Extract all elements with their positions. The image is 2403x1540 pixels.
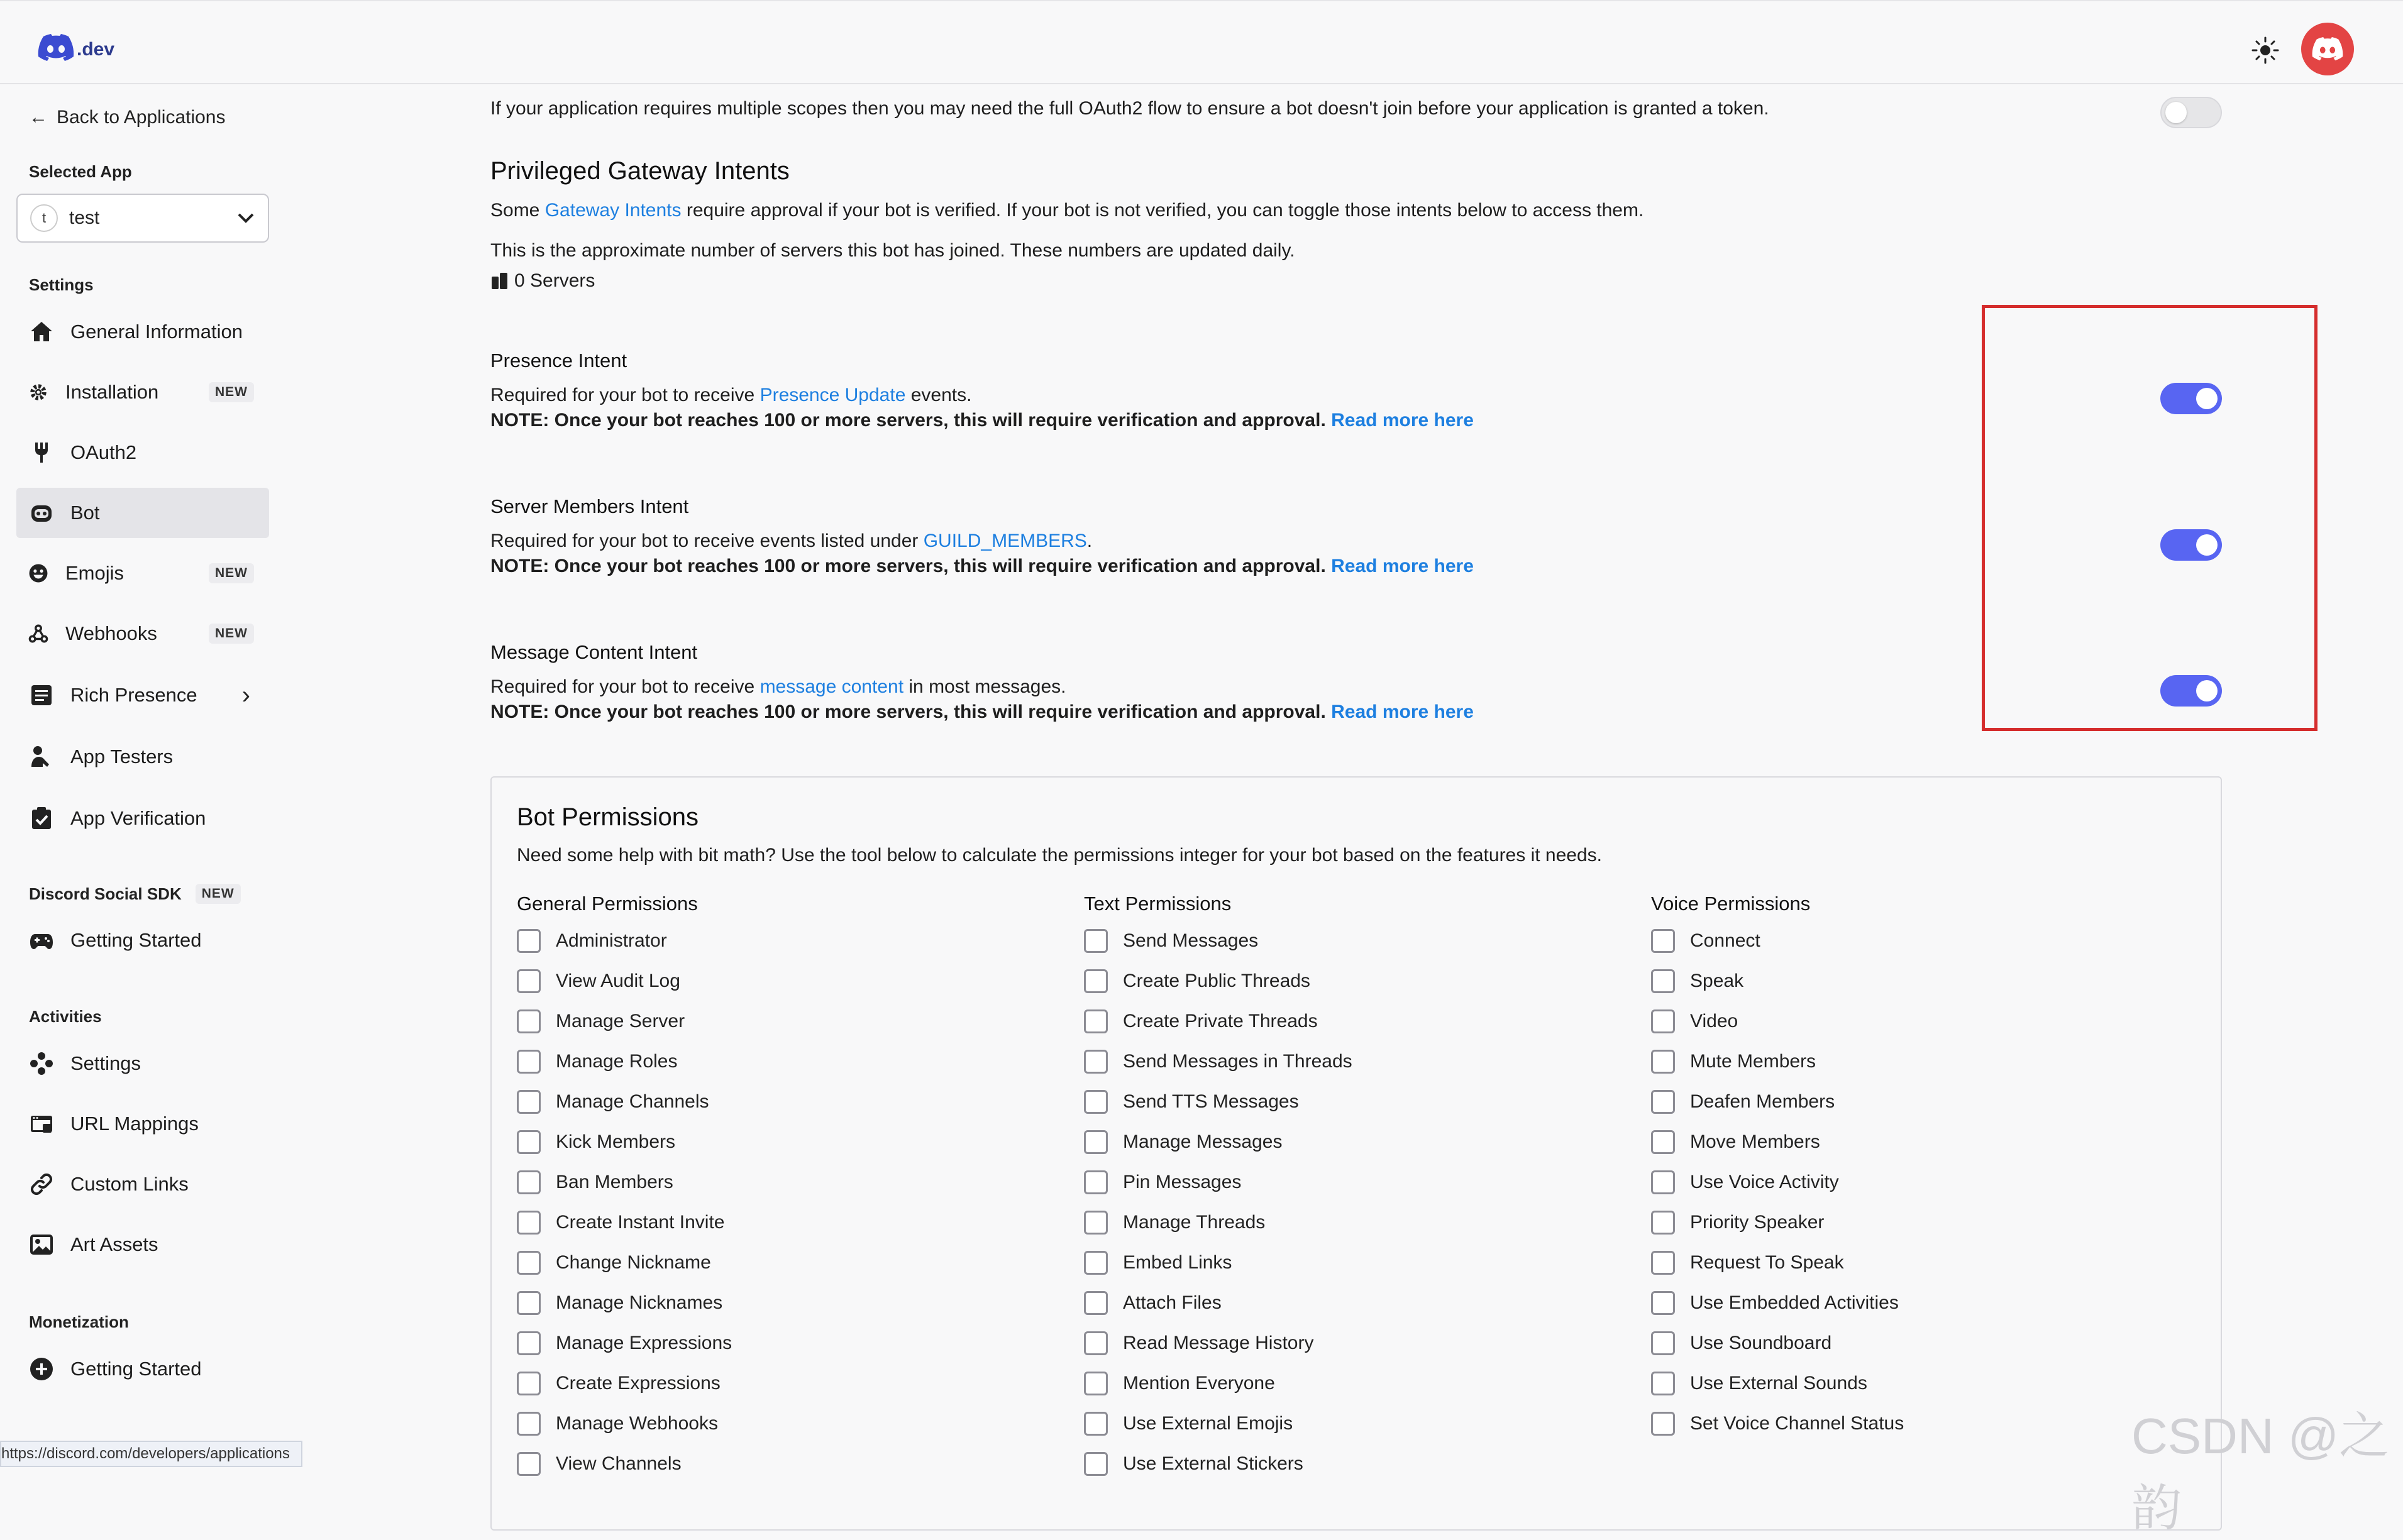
selected-app-dropdown[interactable] [16,194,269,243]
permissions-column-title: Text Permissions [1084,893,1232,915]
permission-label: Use External Emojis [1123,1413,1293,1434]
intents-title: Privileged Gateway Intents [490,157,790,185]
sidebar-item-activities-settings[interactable]: Settings [16,1038,269,1089]
require-oauth2-toggle[interactable] [2160,97,2222,128]
checkbox[interactable] [517,1412,541,1436]
permission-checkbox-row[interactable] [1651,969,1743,993]
permission-checkbox-row[interactable] [517,1009,685,1033]
message-content-intent-title: Message Content Intent [490,641,698,663]
checkbox[interactable] [1084,1170,1108,1194]
checkbox[interactable] [517,1372,541,1395]
permission-checkbox-row[interactable] [517,1130,675,1154]
highlight-box [1982,305,2317,731]
app-name: test [69,207,100,228]
clipboard-check-icon [29,806,54,831]
permission-checkbox-row[interactable] [1084,1331,1313,1355]
monetization-label: Monetization [29,1312,129,1331]
checkbox[interactable] [517,1331,541,1355]
permission-checkbox-row[interactable] [517,969,680,993]
permission-label: Deafen Members [1690,1091,1835,1112]
permission-checkbox-row[interactable] [1651,1372,1867,1395]
message-content-intent-desc: Required for your bot to receive message content in most messages. [490,676,1066,697]
oauth-note: If your application requires multiple scopes then you may need the full OAuth2 flow to ensure a bot doesn't join before your application is granted a token. [490,98,1769,119]
server-members-intent-note: NOTE: Once your bot reaches 100 or more servers, this will require verification and approval. Read more here [490,556,1474,576]
permission-checkbox-row[interactable] [517,1050,677,1074]
checkbox[interactable] [1084,1009,1108,1033]
smile-icon [28,561,49,586]
read-more-link[interactable]: Read more here [1331,701,1474,722]
checkbox[interactable] [517,1291,541,1315]
permission-checkbox-row[interactable] [1084,1130,1282,1154]
checkbox[interactable] [1084,1372,1108,1395]
gamepad-icon [29,928,54,953]
new-badge: NEW [209,624,254,644]
permission-checkbox-row[interactable] [517,1090,709,1114]
top-bar [0,0,2403,84]
permission-checkbox-row[interactable] [1084,1170,1241,1194]
intents-description: Some Gateway Intents require approval if your bot is verified. If your bot is not verified, you can toggle those intents below to access them. [490,200,1644,221]
checkbox[interactable] [1651,1170,1675,1194]
checkbox[interactable] [517,1009,541,1033]
checkbox[interactable] [1084,1050,1108,1074]
checkbox[interactable] [1084,1331,1108,1355]
sidebar-item-app-testers[interactable]: App Testers [16,732,269,782]
sidebar-item-bot[interactable]: Bot [16,488,269,538]
new-badge: NEW [209,382,254,402]
permission-label: Manage Nicknames [556,1292,723,1313]
checkbox[interactable] [517,1050,541,1074]
gear-icon [28,380,49,405]
permission-label: Priority Speaker [1690,1212,1825,1233]
checkbox[interactable] [1084,1090,1108,1114]
theme-toggle-button[interactable] [2251,36,2280,65]
permission-checkbox-row[interactable] [1651,1009,1738,1033]
permission-checkbox-row[interactable] [1651,929,1760,953]
permission-checkbox-row[interactable] [1651,1291,1899,1315]
checkbox[interactable] [1084,929,1108,953]
permission-checkbox-row[interactable] [1084,1452,1303,1476]
permission-label: View Audit Log [556,971,680,991]
settings-label: Settings [29,275,94,294]
permission-label: Set Voice Channel Status [1690,1413,1904,1434]
sidebar-item-sdk-getting-started[interactable]: Getting Started [16,915,269,965]
user-avatar[interactable] [2301,23,2354,75]
permission-checkbox-row[interactable] [517,1211,724,1235]
permission-checkbox-row[interactable] [1651,1090,1835,1114]
checkbox[interactable] [1651,1050,1675,1074]
selected-app-label: Selected App [29,162,132,181]
checkbox[interactable] [1651,1291,1675,1315]
sidebar-item-general-information[interactable]: General Information [16,307,269,357]
sidebar-item-app-verification[interactable]: App Verification [16,793,269,844]
permission-label: Ban Members [556,1172,673,1192]
permission-checkbox-row[interactable] [517,1291,722,1315]
sidebar-item-emojis[interactable]: Emojis NEW [16,548,269,598]
permission-label: Pin Messages [1123,1172,1242,1192]
permission-checkbox-row[interactable] [1651,1331,1831,1355]
permission-label: Video [1690,1011,1738,1031]
presence-intent-note: NOTE: Once your bot reaches 100 or more servers, this will require verification and approval. Read more here [490,410,1474,431]
message-content-link[interactable]: message content [760,676,904,697]
discord-icon [2312,36,2343,62]
checkbox[interactable] [1651,929,1675,953]
permission-checkbox-row[interactable] [1084,1372,1275,1395]
read-more-link[interactable]: Read more here [1331,410,1474,431]
discord-icon [38,34,74,62]
checkbox[interactable] [1651,1251,1675,1275]
permission-label: Manage Expressions [556,1333,732,1353]
permission-checkbox-row[interactable] [1084,1090,1299,1114]
permission-label: View Channels [556,1453,682,1474]
presence-intent-desc: Required for your bot to receive Presence Update events. [490,385,972,405]
permission-checkbox-row[interactable] [1651,1050,1816,1074]
browser-icon [29,1111,54,1136]
checkbox[interactable] [1651,1331,1675,1355]
bot-permissions-card [490,776,2222,1531]
permission-label: Kick Members [556,1131,676,1152]
discord-social-sdk-label: Discord Social SDK NEW [29,884,256,904]
permission-label: Administrator [556,930,667,951]
permission-checkbox-row[interactable] [517,1452,682,1476]
bot-permissions-desc: Need some help with bit math? Use the tool below to calculate the permissions integer for your bot based on the features it needs. [517,845,1602,866]
sidebar-item-webhooks[interactable]: Webhooks NEW [16,608,269,659]
permission-label: Use Soundboard [1690,1333,1832,1353]
new-badge: NEW [209,563,254,583]
toggle-knob [2165,102,2187,123]
permission-label: Embed Links [1123,1252,1232,1273]
server-icon [490,272,509,290]
arrow-left-icon: ← [29,107,48,128]
permission-label: Change Nickname [556,1252,711,1273]
discord-dev-logo[interactable] [38,34,114,62]
permission-label: Create Instant Invite [556,1212,725,1233]
permission-checkbox-row[interactable] [517,1412,718,1436]
read-more-link[interactable]: Read more here [1331,556,1474,576]
permission-checkbox-row[interactable] [1651,1170,1839,1194]
permission-label: Move Members [1690,1131,1820,1152]
permission-label: Mention Everyone [1123,1373,1275,1394]
checkbox[interactable] [1651,969,1675,993]
servers-count: 0 Servers [490,270,595,292]
permission-label: Read Message History [1123,1333,1314,1353]
checkbox[interactable] [1084,1211,1108,1235]
permission-label: Send Messages in Threads [1123,1051,1352,1072]
permission-label: Create Private Threads [1123,1011,1318,1031]
permission-checkbox-row[interactable] [1084,1412,1293,1436]
sidebar-item-oauth2[interactable]: OAuth2 [16,427,269,478]
permission-label: Speak [1690,971,1744,991]
checkbox[interactable] [1084,1452,1108,1476]
checkbox[interactable] [517,1130,541,1154]
logo-text: .dev [77,39,115,60]
chevron-down-icon [236,212,255,224]
permission-label: Connect [1690,930,1760,951]
permissions-column-title: General Permissions [517,893,698,915]
back-to-applications-link[interactable]: ← Back to Applications [29,107,226,128]
guild-members-link[interactable]: GUILD_MEMBERS [923,531,1087,551]
permission-label: Attach Files [1123,1292,1222,1313]
permission-label: Use Embedded Activities [1690,1292,1899,1313]
permission-label: Manage Webhooks [556,1413,718,1434]
server-members-intent-desc: Required for your bot to receive events listed under GUILD_MEMBERS. [490,531,1093,551]
sun-icon [2251,36,2280,65]
permission-label: Manage Threads [1123,1212,1266,1233]
checkbox[interactable] [517,1452,541,1476]
checkbox[interactable] [517,1170,541,1194]
checkbox[interactable] [1084,1130,1108,1154]
checkbox[interactable] [1651,1090,1675,1114]
checkbox[interactable] [1651,1211,1675,1235]
permission-label: Manage Server [556,1011,685,1031]
permission-label: Create Public Threads [1123,971,1310,991]
wrench-icon [29,440,54,465]
list-icon [29,683,54,708]
checkbox[interactable] [517,1211,541,1235]
permission-checkbox-row[interactable] [1651,1211,1824,1235]
permission-checkbox-row[interactable] [517,1251,711,1275]
new-badge: NEW [196,884,241,904]
checkbox[interactable] [1084,1291,1108,1315]
home-icon [29,319,54,344]
checkbox[interactable] [1651,1412,1675,1436]
bot-permissions-title: Bot Permissions [517,803,699,831]
permission-label: Use External Stickers [1123,1453,1303,1474]
person-icon [29,744,54,769]
permission-checkbox-row[interactable] [1084,1291,1222,1315]
permission-label: Manage Channels [556,1091,709,1112]
permission-label: Use External Sounds [1690,1373,1867,1394]
permission-label: Send TTS Messages [1123,1091,1299,1112]
checkbox[interactable] [1084,969,1108,993]
permission-label: Use Voice Activity [1690,1172,1839,1192]
checkbox[interactable] [517,1090,541,1114]
server-members-intent-title: Server Members Intent [490,495,689,517]
presence-update-link[interactable]: Presence Update [760,385,906,405]
plus-circle-icon [29,1356,54,1382]
permission-label: Mute Members [1690,1051,1816,1072]
permission-checkbox-row[interactable] [1084,1009,1318,1033]
permission-label: Create Expressions [556,1373,721,1394]
presence-intent-title: Presence Intent [490,349,627,371]
checkbox[interactable] [517,929,541,953]
activities-label: Activities [29,1007,102,1026]
link-icon [29,1172,54,1197]
checkbox[interactable] [1651,1130,1675,1154]
permission-checkbox-row[interactable] [1651,1412,1904,1436]
watermark: CSDN @之韵 [2131,1408,2390,1536]
nodes-icon [29,1051,54,1076]
sidebar-item-url-mappings[interactable]: URL Mappings [16,1099,269,1149]
checkbox[interactable] [1651,1009,1675,1033]
sidebar-item-custom-links[interactable]: Custom Links [16,1159,269,1209]
permission-checkbox-row[interactable] [1084,1050,1352,1074]
chevron-right-icon: › [241,681,250,709]
permission-label: Request To Speak [1690,1252,1844,1273]
status-url-tooltip: https://discord.com/developers/applications [0,1441,302,1467]
sidebar-item-monetization-getting-started[interactable]: Getting Started [16,1344,269,1394]
permission-label: Manage Roles [556,1051,678,1072]
permission-label: Send Messages [1123,930,1259,951]
checkbox[interactable] [517,1251,541,1275]
permission-checkbox-row[interactable] [1084,1251,1232,1275]
app-badge: t [30,204,58,232]
permission-checkbox-row[interactable] [1084,929,1258,953]
checkbox[interactable] [1084,1412,1108,1436]
image-icon [29,1232,54,1257]
permission-checkbox-row[interactable] [517,929,667,953]
checkbox[interactable] [1651,1372,1675,1395]
permissions-column-title: Voice Permissions [1651,893,1811,915]
checkbox[interactable] [1084,1251,1108,1275]
checkbox[interactable] [517,969,541,993]
permission-checkbox-row[interactable] [1651,1251,1844,1275]
permission-checkbox-row[interactable] [1084,969,1310,993]
permission-checkbox-row[interactable] [1651,1130,1820,1154]
sidebar-item-rich-presence[interactable]: Rich Presence › [16,670,269,720]
robot-icon [29,500,54,525]
permission-label: Manage Messages [1123,1131,1283,1152]
servers-note: This is the approximate number of servers this bot has joined. These numbers are updated daily. [490,240,1295,261]
permission-checkbox-row[interactable] [517,1372,721,1395]
permission-checkbox-row[interactable] [517,1170,673,1194]
webhook-icon [28,621,49,646]
permission-checkbox-row[interactable] [1084,1211,1265,1235]
sidebar-item-installation[interactable]: Installation NEW [16,367,269,417]
sidebar-item-art-assets[interactable]: Art Assets [16,1219,269,1270]
message-content-intent-note: NOTE: Once your bot reaches 100 or more servers, this will require verification and approval. Read more here [490,701,1474,722]
permission-checkbox-row[interactable] [517,1331,732,1355]
gateway-intents-link[interactable]: Gateway Intents [544,200,682,221]
